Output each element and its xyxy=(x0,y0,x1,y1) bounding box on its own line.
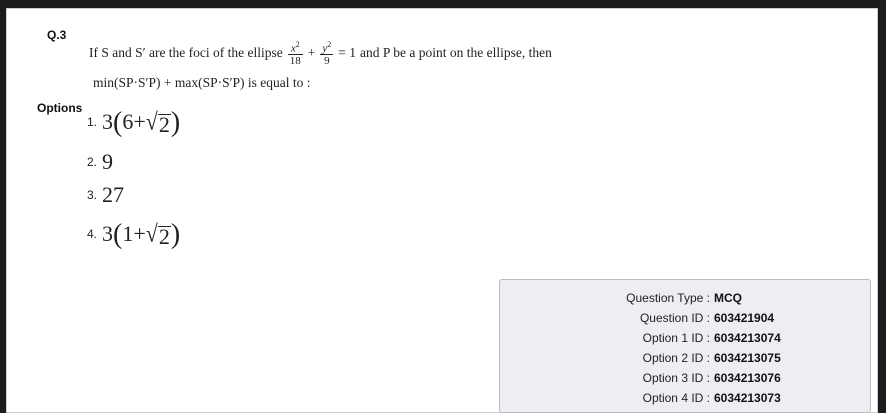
option-4-id-value: 6034213073 xyxy=(714,391,781,405)
question-type-label: Question Type : xyxy=(626,291,710,305)
right-paren: ) xyxy=(170,107,181,138)
question-text-line2: min(SP·S′P) + max(SP·S′P) is equal to : xyxy=(93,75,311,90)
ellipse-term-y xyxy=(320,39,333,68)
option-1[interactable] xyxy=(87,107,181,138)
square-root xyxy=(146,109,171,135)
options-label: Options xyxy=(37,101,83,115)
ellipse-term-x xyxy=(288,39,303,68)
x-variable: x xyxy=(290,42,296,55)
question-info-panel xyxy=(499,279,871,413)
option-2[interactable] xyxy=(87,149,113,175)
option-number: 2. xyxy=(87,155,98,169)
radicand: 2 xyxy=(158,112,170,137)
option-number: 1. xyxy=(87,115,98,129)
option-3-id-value: 6034213076 xyxy=(714,371,781,385)
question-type-value: MCQ xyxy=(714,291,742,305)
option-number: 3. xyxy=(87,188,98,202)
question-card xyxy=(6,8,878,413)
left-paren: ( xyxy=(113,107,123,138)
option-value xyxy=(102,219,181,250)
option-value: 27 xyxy=(102,182,124,207)
x-denominator: 18 xyxy=(289,55,301,68)
option-4-id-label: Option 4 ID : xyxy=(642,391,710,405)
option-number: 4. xyxy=(87,227,98,241)
square-root xyxy=(146,221,171,247)
radical-sign: √ xyxy=(145,107,158,136)
equation-rhs: = 1 xyxy=(338,45,357,60)
question-text-line1 xyxy=(89,31,552,75)
option-value: 9 xyxy=(102,149,113,174)
y-exponent: 2 xyxy=(327,39,332,49)
question-text-after: and P be a point on the ellipse, then xyxy=(360,45,552,60)
x-exponent: 2 xyxy=(295,39,300,49)
option-value xyxy=(102,107,181,138)
option-3-id-label: Option 3 ID : xyxy=(642,371,710,385)
y-denominator: 9 xyxy=(324,55,330,68)
plus-sign: + xyxy=(307,45,316,60)
radicand: 2 xyxy=(158,224,170,249)
option-1-id-label: Option 1 ID : xyxy=(642,331,710,345)
inner-term: 6+ xyxy=(122,109,146,134)
y-variable: y xyxy=(322,42,328,55)
question-id-value: 603421904 xyxy=(714,311,775,325)
radical-sign: √ xyxy=(145,219,158,248)
question-id-label: Question ID : xyxy=(639,311,710,325)
coefficient: 3 xyxy=(102,109,113,134)
right-paren: ) xyxy=(170,219,181,250)
option-2-id-label: Option 2 ID : xyxy=(642,351,710,365)
coefficient: 3 xyxy=(102,221,113,246)
option-1-id-value: 6034213074 xyxy=(714,331,781,345)
option-3[interactable] xyxy=(87,182,124,208)
left-paren: ( xyxy=(113,219,123,250)
option-4[interactable] xyxy=(87,219,181,250)
option-2-id-value: 6034213075 xyxy=(714,351,781,365)
question-text-before: If S and S′ are the foci of the ellipse xyxy=(89,45,283,60)
question-number: Q.3 xyxy=(47,28,67,42)
inner-term: 1+ xyxy=(122,221,146,246)
